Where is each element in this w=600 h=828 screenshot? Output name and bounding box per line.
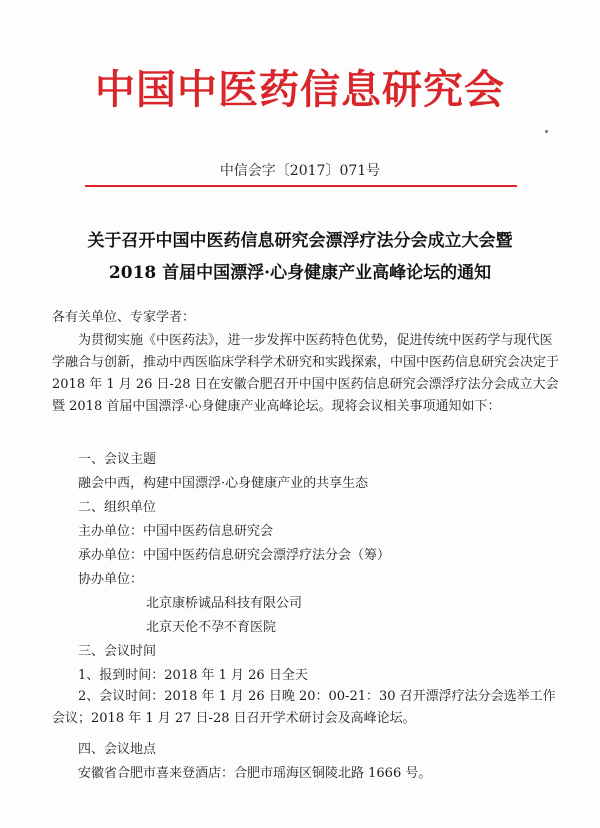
organizer-unit: 承办单位：中国中医药信息研究会漂浮疗法分会（筹） — [78, 548, 391, 563]
scan-speck — [545, 130, 548, 133]
notice-title-line-1: 关于召开中国中医药信息研究会漂浮疗法分会成立大会暨 — [87, 231, 513, 251]
document-number: 中信会字〔2017〕071号 — [219, 163, 381, 179]
notice-title-line-2: 2018 首届中国漂浮·心身健康产业高峰论坛的通知 — [108, 263, 492, 283]
registration-time: 1、报到时间：2018 年 1 月 26 日全天 — [78, 668, 308, 683]
salutation: 各有关单位、专家学者： — [52, 310, 196, 325]
co-organizer-label: 协办单位： — [78, 572, 144, 587]
intro-paragraph: 为贯彻实施《中医药法》，进一步发挥中医药特色优势，促进传统中医药学与现代医学融合与创新，推动中西医临床学科学术研究和实践探索，中国中医药信息研究会决定于 2018 年 1 月 26 日-28 日在安徽合肥召开中国中医药信息研究会漂浮疗法分会成立大会暨 2018 首届中国漂浮·心身健康产业高峰论坛。现将会议相关事项通知如下： — [52, 333, 560, 414]
organization-title: 中国中医药信息研究会 — [95, 67, 505, 113]
co-organizer-item: 北京康桥诚品科技有限公司 — [146, 596, 303, 611]
meeting-time: 2、会议时间：2018 年 1 月 26 日晚 20：00-21：30 召开漂浮疗法分会选举工作会议；2018 年 1 月 27 日-28 日召开学术研讨会及高峰论坛。 — [52, 689, 556, 726]
section-4-heading: 四、会议地点 — [78, 742, 157, 757]
section-1-content: 融会中西，构建中国漂浮·心身健康产业的共享生态 — [78, 476, 369, 491]
co-organizer-item: 北京天伦不孕不育医院 — [146, 620, 277, 635]
section-1-heading: 一、会议主题 — [78, 452, 157, 467]
red-divider — [85, 185, 517, 187]
section-3-heading: 三、会议时间 — [78, 644, 157, 659]
meeting-location: 安徽省合肥市喜来登酒店：合肥市瑶海区铜陵北路 1666 号。 — [78, 766, 432, 781]
section-2-heading: 二、组织单位 — [78, 500, 157, 515]
host-unit: 主办单位：中国中医药信息研究会 — [78, 524, 274, 539]
